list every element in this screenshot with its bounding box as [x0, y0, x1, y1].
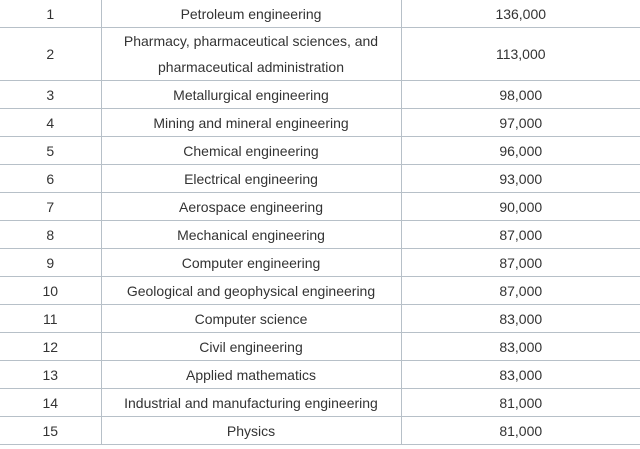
- salary-cell: 81,000: [401, 417, 640, 445]
- salary-cell: 97,000: [401, 109, 640, 137]
- rank-cell: 15: [0, 417, 101, 445]
- major-cell: Computer engineering: [101, 249, 401, 277]
- table-row: [0, 28, 640, 81]
- rank-cell: 9: [0, 249, 101, 277]
- table-row: [0, 165, 640, 193]
- salary-cell: 87,000: [401, 249, 640, 277]
- rank-cell: 6: [0, 165, 101, 193]
- salary-cell: 136,000: [401, 0, 640, 28]
- rank-cell: 8: [0, 221, 101, 249]
- salary-cell: 93,000: [401, 165, 640, 193]
- table-row: [0, 193, 640, 221]
- table-row: [0, 221, 640, 249]
- table-row: [0, 333, 640, 361]
- salary-cell: 113,000: [401, 28, 640, 81]
- rank-cell: 10: [0, 277, 101, 305]
- major-cell: Physics: [101, 417, 401, 445]
- rank-cell: 13: [0, 361, 101, 389]
- major-cell: Metallurgical engineering: [101, 81, 401, 109]
- salary-cell: 90,000: [401, 193, 640, 221]
- rank-cell: 12: [0, 333, 101, 361]
- salary-cell: 83,000: [401, 305, 640, 333]
- major-cell: Mechanical engineering: [101, 221, 401, 249]
- major-cell: Computer science: [101, 305, 401, 333]
- major-cell: Aerospace engineering: [101, 193, 401, 221]
- table-row: [0, 277, 640, 305]
- rank-cell: 11: [0, 305, 101, 333]
- major-cell: Applied mathematics: [101, 361, 401, 389]
- table-row: [0, 0, 640, 28]
- rank-cell: 1: [0, 0, 101, 28]
- salary-cell: 96,000: [401, 137, 640, 165]
- major-cell: Electrical engineering: [101, 165, 401, 193]
- major-cell: Geological and geophysical engineering: [101, 277, 401, 305]
- salary-cell: 83,000: [401, 361, 640, 389]
- major-cell: Civil engineering: [101, 333, 401, 361]
- rank-cell: 5: [0, 137, 101, 165]
- salary-cell: 87,000: [401, 277, 640, 305]
- salary-cell: 98,000: [401, 81, 640, 109]
- rank-cell: 2: [0, 28, 101, 81]
- rank-cell: 7: [0, 193, 101, 221]
- rank-cell: 14: [0, 389, 101, 417]
- rank-cell: 3: [0, 81, 101, 109]
- major-cell: Mining and mineral engineering: [101, 109, 401, 137]
- table-row: [0, 109, 640, 137]
- table-row: [0, 361, 640, 389]
- table-row: [0, 389, 640, 417]
- table-row: [0, 249, 640, 277]
- major-cell: Petroleum engineering: [101, 0, 401, 28]
- table-row: [0, 417, 640, 445]
- rank-cell: 4: [0, 109, 101, 137]
- table-row: [0, 81, 640, 109]
- table-row: [0, 137, 640, 165]
- salary-cell: 81,000: [401, 389, 640, 417]
- major-cell: Pharmacy, pharmaceutical sciences, and pharmaceutical administration: [101, 28, 401, 81]
- salary-cell: 87,000: [401, 221, 640, 249]
- major-cell: Industrial and manufacturing engineering: [101, 389, 401, 417]
- table-row: [0, 305, 640, 333]
- salary-cell: 83,000: [401, 333, 640, 361]
- major-cell: Chemical engineering: [101, 137, 401, 165]
